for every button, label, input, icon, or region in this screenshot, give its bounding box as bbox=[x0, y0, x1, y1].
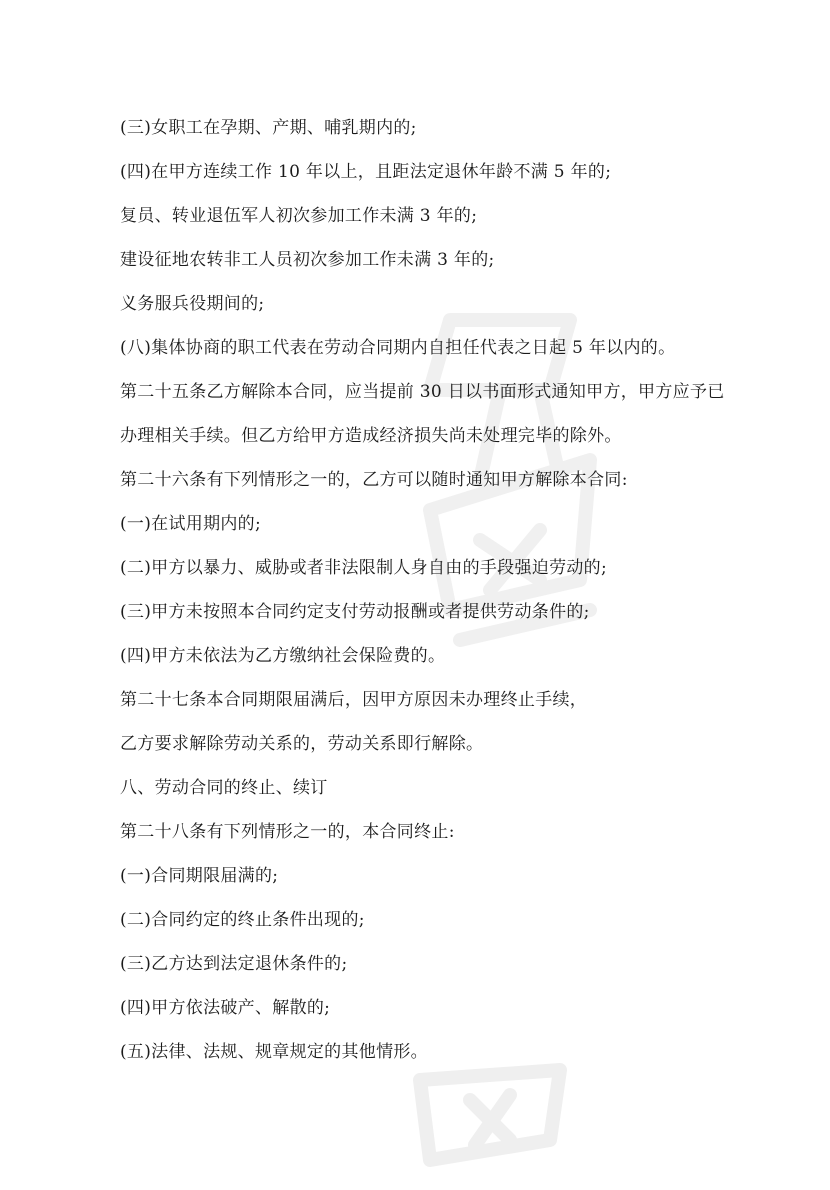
document-body bbox=[120, 106, 725, 1074]
text-line: (三)乙方达到法定退休条件的; bbox=[120, 954, 348, 974]
text-line: (一)在试用期内的; bbox=[120, 514, 261, 534]
text-line: (一)合同期限届满的; bbox=[120, 866, 279, 886]
text-line: 建设征地农转非工人员初次参加工作未满 3 年的; bbox=[120, 250, 495, 270]
text-line: (二)甲方以暴力、威胁或者非法限制人身自由的手段强迫劳动的; bbox=[120, 558, 607, 578]
text-line: (五)法律、法规、规章规定的其他情形。 bbox=[120, 1042, 428, 1062]
text-line: 第二十八条有下列情形之一的，本合同终止: bbox=[120, 822, 455, 842]
text-line: (三)女职工在孕期、产期、哺乳期内的; bbox=[120, 118, 417, 138]
text-line: 乙方要求解除劳动关系的，劳动关系即行解除。 bbox=[120, 734, 484, 754]
text-line: (三)甲方未按照本合同约定支付劳动报酬或者提供劳动条件的; bbox=[120, 602, 590, 622]
text-line: (二)合同约定的终止条件出现的; bbox=[120, 910, 365, 930]
section-heading: 八、劳动合同的终止、续订 bbox=[120, 778, 328, 798]
text-line: 复员、转业退伍军人初次参加工作未满 3 年的; bbox=[120, 206, 478, 226]
text-line: (八)集体协商的职工代表在劳动合同期内自担任代表之日起 5 年以内的。 bbox=[120, 338, 676, 358]
text-line: 义务服兵役期间的; bbox=[120, 294, 265, 314]
text-line: (四)在甲方连续工作 10 年以上，且距法定退休年龄不满 5 年的; bbox=[120, 162, 612, 182]
text-line: 第二十六条有下列情形之一的，乙方可以随时通知甲方解除本合同: bbox=[120, 470, 628, 490]
text-line: 第二十五条乙方解除本合同，应当提前 30 日以书面形式通知甲方，甲方应予已 bbox=[120, 382, 725, 402]
text-line: (四)甲方未依法为乙方缴纳社会保险费的。 bbox=[120, 646, 446, 666]
text-line: 第二十七条本合同期限届满后，因甲方原因未办理终止手续， bbox=[120, 690, 588, 710]
text-line: 办理相关手续。但乙方给甲方造成经济损失尚未处理完毕的除外。 bbox=[120, 426, 622, 446]
text-line: (四)甲方依法破产、解散的; bbox=[120, 998, 331, 1018]
